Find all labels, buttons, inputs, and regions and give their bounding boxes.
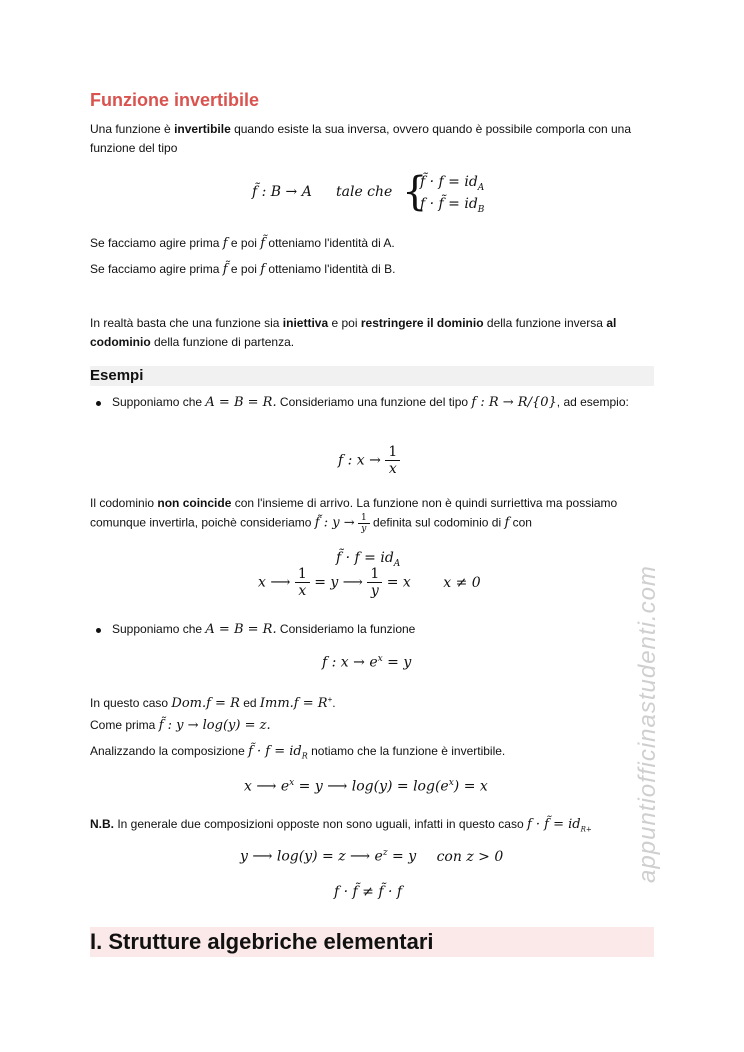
identity-line-b: Se facciamo agire prima f̃ e poi f otteniamo l'identità di B. <box>90 262 396 277</box>
composition-identity-a: f̃ · $f = id_A$ <box>336 550 401 569</box>
come-prima-line: Come prima f̃ : y → log(y) = z. <box>90 718 271 733</box>
section-title-funzione-invertibile: Funzione invertibile <box>90 90 260 110</box>
mapping-chain-3: y ⟶ log(y) = z ⟶ $e^z = y$ con z > 0 <box>240 848 504 865</box>
non-commutative-inequality: f · f̃ ≠ f̃ · f <box>334 884 403 900</box>
reality-paragraph: In realtà basta che una funzione sia iniettiva e poi restringere il dominio della funzione inversa al codominio della funzione di partenza. <box>90 316 617 349</box>
case-2: f · f̃ = $id_B$ <box>420 196 485 215</box>
example-1-text: Supponiamo che A = B = R. Consideriamo una funzione del tipo f : R → R/{0}, ad esempio: <box>112 395 629 410</box>
mapping-chain-1: x ⟶ $\frac{1}{x}$ = y ⟶ $\frac{1}{y}$ = x x ≠ 0 <box>258 566 481 599</box>
equation-f-1-over-x: f : x → $\frac{1}{x}$ <box>338 444 400 477</box>
analisi-line: Analizzando la composizione f̃ · $f = id_R$ notiamo che la funzione è invertibile. <box>90 744 506 761</box>
chapter-title-strutture-algebriche: I. Strutture algebriche elementari <box>90 927 654 957</box>
inverse-definition-equation: f̃ : B → A <box>252 184 312 200</box>
identity-line-a: Se facciamo agire prima f e poi f̃ otteniamo l'identità di A. <box>90 236 395 251</box>
equation-exponential: f : $x \to e^x = y$ <box>322 654 412 671</box>
mapping-chain-2: x ⟶ $e^x = y$ ⟶ $\log(y) = \log(e^x) = x$ <box>244 778 488 795</box>
intro-paragraph: Una funzione è invertibile quando esiste la sua inversa, ovvero quando è possibile comporla con una funzione del tipo <box>90 122 632 155</box>
tale-che-text: tale che <box>336 184 393 200</box>
domain-image-line: In questo caso Dom.f = R ed Imm.f = R+. <box>90 695 336 711</box>
bullet-2 <box>96 628 101 633</box>
bullet-1 <box>96 401 101 406</box>
cases-brace: { <box>402 169 428 215</box>
case-1: f̃ · $f = id_A$ <box>420 174 485 193</box>
watermark: appuntiofficinastudenti.com <box>634 565 661 883</box>
section-title-esempi: Esempi <box>90 366 654 386</box>
example-2-text: Supponiamo che A = B = R. Consideriamo la funzione <box>112 622 416 637</box>
codominio-paragraph: Il codominio non coincide con l'insieme di arrivo. La funzione non è quindi surriettiva ma possiamo comunque invertirla, poichè consideriamo f̃ : y → $\frac{1}{y}$ definita sul codominio di f con <box>90 496 618 534</box>
nb-line: N.B. In generale due composizioni opposte non sono uguali, infatti in questo caso f · f̃ = $id_{R+}$ <box>90 817 592 834</box>
